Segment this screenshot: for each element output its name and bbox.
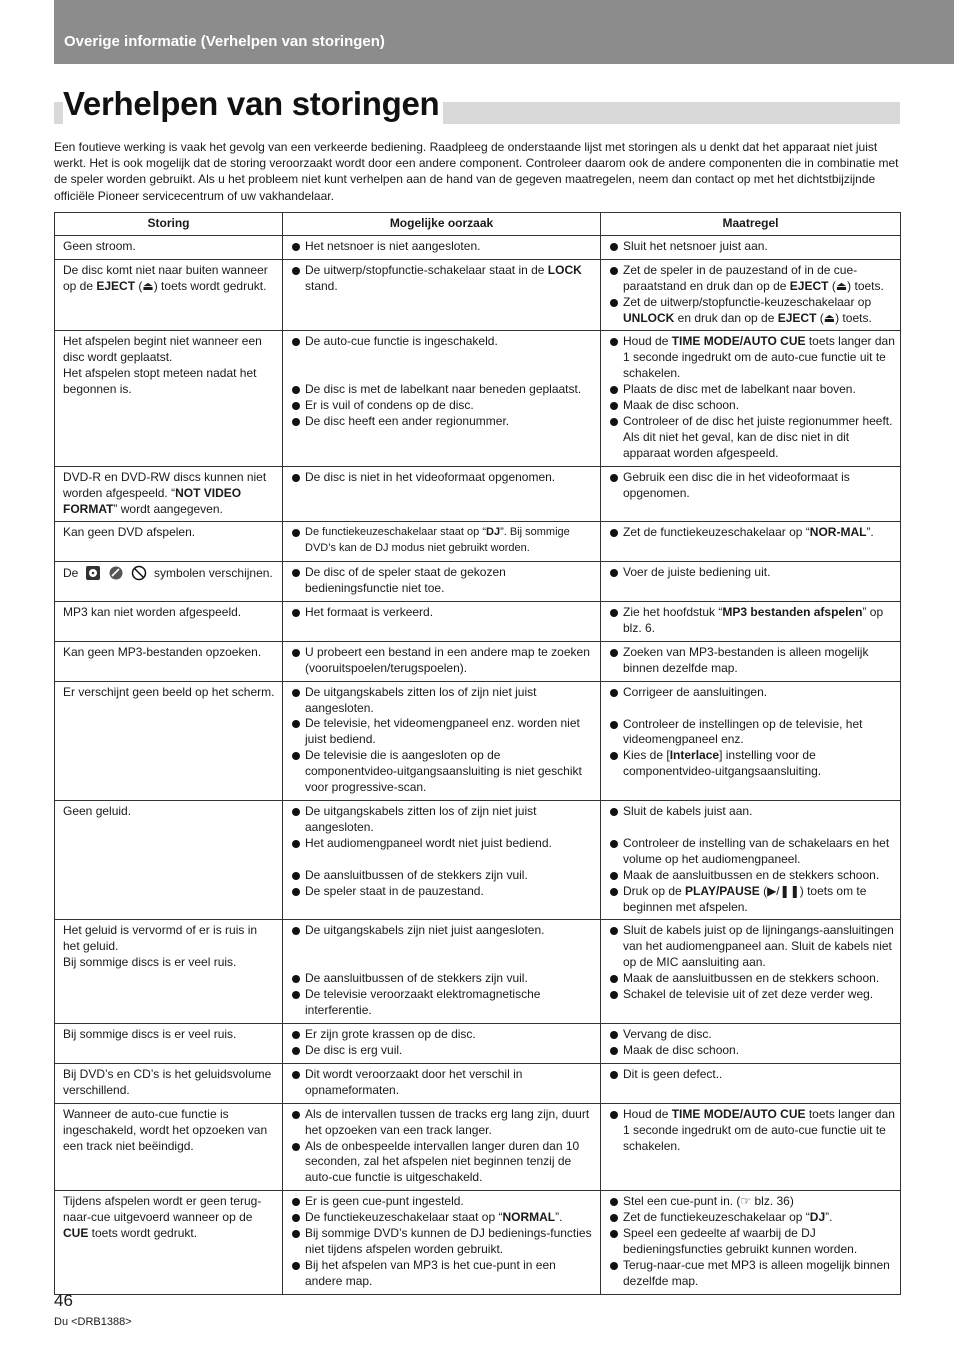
list-item: De uitgangskabels zitten los of zijn niet juist aangesloten. — [291, 804, 595, 836]
list-item: Schakel de televisie uit of zet deze verder weg. — [609, 987, 895, 1003]
list-item: Sluit de kabels juist op de lijningangs-aansluitingen van het audiomengpaneel aan. Sluit de kabels niet op de MIC aansluiting aan. — [609, 923, 895, 971]
page-title: Verhelpen van storingen — [63, 82, 443, 126]
table-row — [55, 562, 901, 602]
list-item: De disc is erg vuil. — [291, 1043, 595, 1059]
list-item: Zet de uitwerp/stopfunctie-keuzeschakelaar op UNLOCK en druk dan op de EJECT (⏏) toets. — [609, 295, 895, 327]
table-row — [55, 920, 901, 1024]
oorzaak-cell — [283, 331, 601, 466]
list-item: De aansluitbussen of de stekkers zijn vuil. — [291, 868, 595, 884]
oorzaak-cell — [283, 602, 601, 642]
list-item: De functiekeuzeschakelaar staat op “NORMAL”. — [291, 1210, 595, 1226]
list-item: De televisie, het videomengpaneel enz. worden niet juist bediend. — [291, 716, 595, 748]
oorzaak-cell — [283, 235, 601, 259]
table-row — [55, 259, 901, 331]
column-header-oorzaak: Mogelijke oorzaak — [283, 213, 601, 236]
maatregel-cell — [601, 920, 901, 1024]
column-header-storing: Storing — [55, 213, 283, 236]
list-item: De disc of de speler staat de gekozen bedieningsfunctie niet toe. — [291, 565, 595, 597]
maatregel-cell — [601, 1103, 901, 1191]
storing-cell: De disc komt niet naar buiten wanneer op de EJECT (⏏) toets wordt gedrukt. — [55, 259, 283, 331]
table-row — [55, 331, 901, 466]
storing-cell: DVD-R en DVD-RW discs kunnen niet worden afgespeeld. “NOT VIDEO FORMAT” wordt aangegeven. — [55, 466, 283, 522]
list-item: Sluit de kabels juist aan. — [609, 804, 895, 820]
storing-cell: Het geluid is vervormd of er is ruis in het geluid. Bij sommige discs is er veel ruis. — [55, 920, 283, 1024]
list-item: Zet de speler in de pauzestand of in de cue-paraatstand en druk dan op de EJECT (⏏) toets. — [609, 263, 895, 295]
maatregel-cell — [601, 801, 901, 920]
storing-cell: Er verschijnt geen beeld op het scherm. — [55, 681, 283, 800]
list-item: Dit is geen defect.. — [609, 1067, 895, 1083]
list-item: De auto-cue functie is ingeschakeld. — [291, 334, 595, 350]
list-item: Het audiomengpaneel wordt niet juist bediend. — [291, 836, 595, 852]
oorzaak-cell — [283, 681, 601, 800]
prohibited-icon — [131, 565, 147, 581]
maatregel-cell — [601, 466, 901, 522]
list-item: Zet de functiekeuzeschakelaar op “DJ”. — [609, 1210, 895, 1226]
maatregel-cell — [601, 641, 901, 681]
list-item: De aansluitbussen of de stekkers zijn vuil. — [291, 971, 595, 987]
oorzaak-cell — [283, 1103, 601, 1191]
list-item: Zet de functiekeuzeschakelaar op “NOR-MAL”. — [609, 525, 895, 541]
list-item: De speler staat in de pauzestand. — [291, 884, 595, 900]
maatregel-cell — [601, 331, 901, 466]
list-item: Zoeken van MP3-bestanden is alleen mogelijk binnen dezelfde map. — [609, 645, 895, 677]
list-item: Maak de disc schoon. — [609, 1043, 895, 1059]
table-header-row — [55, 213, 901, 236]
list-item: Stel een cue-punt in. (☞ blz. 36) — [609, 1194, 895, 1210]
list-item: De televisie veroorzaakt elektromagnetische interferentie. — [291, 987, 595, 1019]
intro-paragraph: Een foutieve werking is vaak het gevolg van een verkeerde bediening. Raadpleeg de onderstaande lijst met storingen als u denkt dat het apparaat niet juist werkt. Het is ook mogelijk dat de storing veroorzaakt wordt door een andere component. Controleer daarom ook de andere componenten die in combinatie met de speler worden gebruikt. Als u het probleem niet kunt verhelpen aan de hand van de gegeven maatregelen, neem dan contact op met het dichtstbijzijnde officiële Pioneer servicecentrum of uw vakhandelaar. — [54, 140, 899, 203]
oorzaak-cell — [283, 259, 601, 331]
list-item: Maak de aansluitbussen en de stekkers schoon. — [609, 868, 895, 884]
table-row — [55, 681, 901, 800]
oorzaak-cell — [283, 1024, 601, 1064]
list-item: Het formaat is verkeerd. — [291, 605, 595, 621]
list-item: De uitwerp/stopfunctie-schakelaar staat in de LOCK stand. — [291, 263, 595, 295]
table-row — [55, 1063, 901, 1103]
oorzaak-cell — [283, 466, 601, 522]
list-item: Houd de TIME MODE/AUTO CUE toets langer dan 1 seconde ingedrukt om de auto-cue functie uit te schakelen. — [609, 334, 895, 382]
list-item: Controleer de instellingen op de televisie, het videomengpaneel enz. — [609, 717, 895, 749]
list-item: Sluit het netsnoer juist aan. — [609, 239, 895, 255]
list-item: Bij het afspelen van MP3 is het cue-punt in een andere map. — [291, 1258, 595, 1290]
list-item: Plaats de disc met de labelkant naar boven. — [609, 382, 895, 398]
list-item: Het netsnoer is niet aangesloten. — [291, 239, 595, 255]
list-item: Maak de aansluitbussen en de stekkers schoon. — [609, 971, 895, 987]
maatregel-cell — [601, 259, 901, 331]
storing-cell: MP3 kan niet worden afgespeeld. — [55, 602, 283, 642]
list-item: De televisie die is aangesloten op de componentvideo-uitgangsaansluiting is niet geschikt voor progressive-scan. — [291, 748, 595, 796]
list-item: Als de onbespeelde intervallen langer duren dan 10 seconden, zal het afspelen niet beginnen tenzij de auto-cue functie is uitgeschakeld. — [291, 1139, 595, 1187]
oorzaak-cell — [283, 562, 601, 602]
list-item: Zie het hoofdstuk “MP3 bestanden afspelen” op blz. 6. — [609, 605, 895, 637]
table-row — [55, 466, 901, 522]
disc-prohibited-icon — [85, 565, 101, 581]
oorzaak-cell — [283, 1191, 601, 1294]
maatregel-cell — [601, 1024, 901, 1064]
list-item: Terug-naar-cue met MP3 is alleen mogelijk binnen dezelfde map. — [609, 1258, 895, 1290]
list-item: Corrigeer de aansluitingen. — [609, 685, 895, 701]
storing-cell: Het afspelen begint niet wanneer een disc wordt geplaatst. Het afspelen stopt meteen nadat het begonnen is. — [55, 331, 283, 466]
storing-cell: Tijdens afspelen wordt er geen terug-naar-cue uitgevoerd wanneer op de CUE toets wordt gedrukt. — [55, 1191, 283, 1294]
table-row — [55, 801, 901, 920]
maatregel-cell — [601, 681, 901, 800]
list-item: De disc heeft een ander regionummer. — [291, 414, 595, 430]
list-item: De disc is met de labelkant naar beneden geplaatst. — [291, 382, 595, 398]
storing-cell: De symbolen verschijnen. — [55, 562, 283, 602]
list-item: Speel een gedeelte af waarbij de DJ bedieningsfuncties gebruikt kunnen worden. — [609, 1226, 895, 1258]
table-row — [55, 1024, 901, 1064]
storing-cell: Bij sommige discs is er veel ruis. — [55, 1024, 283, 1064]
list-item: Er is geen cue-punt ingesteld. — [291, 1194, 595, 1210]
table-row — [55, 1103, 901, 1191]
oorzaak-cell — [283, 1063, 601, 1103]
column-header-maatregel: Maatregel — [601, 213, 901, 236]
list-item: De uitgangskabels zijn niet juist aangesloten. — [291, 923, 595, 939]
list-item: Controleer de instelling van de schakelaars en het volume op het audiomengpaneel. — [609, 836, 895, 868]
list-item: U probeert een bestand in een andere map te zoeken (vooruitspoelen/terugspoelen). — [291, 645, 595, 677]
list-item: Dit wordt veroorzaakt door het verschil in opnameformaten. — [291, 1067, 595, 1099]
document-code: Du <DRB1388> — [54, 1316, 132, 1328]
list-item: De disc is niet in het videoformaat opgenomen. — [291, 470, 595, 486]
list-item: De functiekeuzeschakelaar staat op “DJ”. Bij sommige DVD’s kan de DJ modus niet gebruikt worden. — [291, 525, 595, 557]
table-row — [55, 1191, 901, 1294]
list-item: De uitgangskabels zitten los of zijn niet juist aangesloten. — [291, 685, 595, 717]
oorzaak-cell — [283, 522, 601, 562]
hand-prohibited-icon — [108, 565, 124, 581]
maatregel-cell — [601, 1063, 901, 1103]
table-row — [55, 235, 901, 259]
list-item: Er zijn grote krassen op de disc. — [291, 1027, 595, 1043]
oorzaak-cell — [283, 801, 601, 920]
table-row — [55, 522, 901, 562]
storing-cell: Kan geen MP3-bestanden opzoeken. — [55, 641, 283, 681]
troubleshooting-table — [54, 212, 901, 1295]
maatregel-cell — [601, 522, 901, 562]
list-item: Maak de disc schoon. — [609, 398, 895, 414]
list-item: Houd de TIME MODE/AUTO CUE toets langer dan 1 seconde ingedrukt om de auto-cue functie uit te schakelen. — [609, 1107, 895, 1155]
storing-cell: Geen stroom. — [55, 235, 283, 259]
list-item: Voer de juiste bediening uit. — [609, 565, 895, 581]
list-item: Er is vuil of condens op de disc. — [291, 398, 595, 414]
list-item: Vervang de disc. — [609, 1027, 895, 1043]
list-item: Controleer of de disc het juiste regionummer heeft. Als dit niet het geval, kan de disc niet in dit apparaat worden afgespeeld. — [609, 414, 895, 462]
storing-cell: Geen geluid. — [55, 801, 283, 920]
oorzaak-cell — [283, 641, 601, 681]
storing-cell: Wanneer de auto-cue functie is ingeschakeld, wordt het opzoeken van een track niet beëindigd. — [55, 1103, 283, 1191]
header-bar — [54, 0, 954, 64]
table-row — [55, 641, 901, 681]
oorzaak-cell — [283, 920, 601, 1024]
page-number: 46 — [54, 1291, 73, 1310]
storing-cell: Bij DVD’s en CD’s is het geluidsvolume verschillend. — [55, 1063, 283, 1103]
maatregel-cell — [601, 1191, 901, 1294]
maatregel-cell — [601, 562, 901, 602]
maatregel-cell — [601, 235, 901, 259]
storing-cell: Kan geen DVD afspelen. — [55, 522, 283, 562]
maatregel-cell — [601, 602, 901, 642]
list-item: Als de intervallen tussen de tracks erg lang zijn, duurt het opzoeken van een track langer. — [291, 1107, 595, 1139]
list-item: Gebruik een disc die in het videoformaat is opgenomen. — [609, 470, 895, 502]
table-row — [55, 602, 901, 642]
list-item: Bij sommige DVD’s kunnen de DJ bedienings-functies niet tijdens afspelen worden gebruikt. — [291, 1226, 595, 1258]
list-item: Druk op de PLAY/PAUSE (▶/❚❚) toets om te beginnen met afspelen. — [609, 884, 895, 916]
list-item: Kies de [Interlace] instelling voor de componentvideo-uitgangsaansluiting. — [609, 748, 895, 780]
section-title: Overige informatie (Verhelpen van storingen) — [64, 33, 385, 50]
